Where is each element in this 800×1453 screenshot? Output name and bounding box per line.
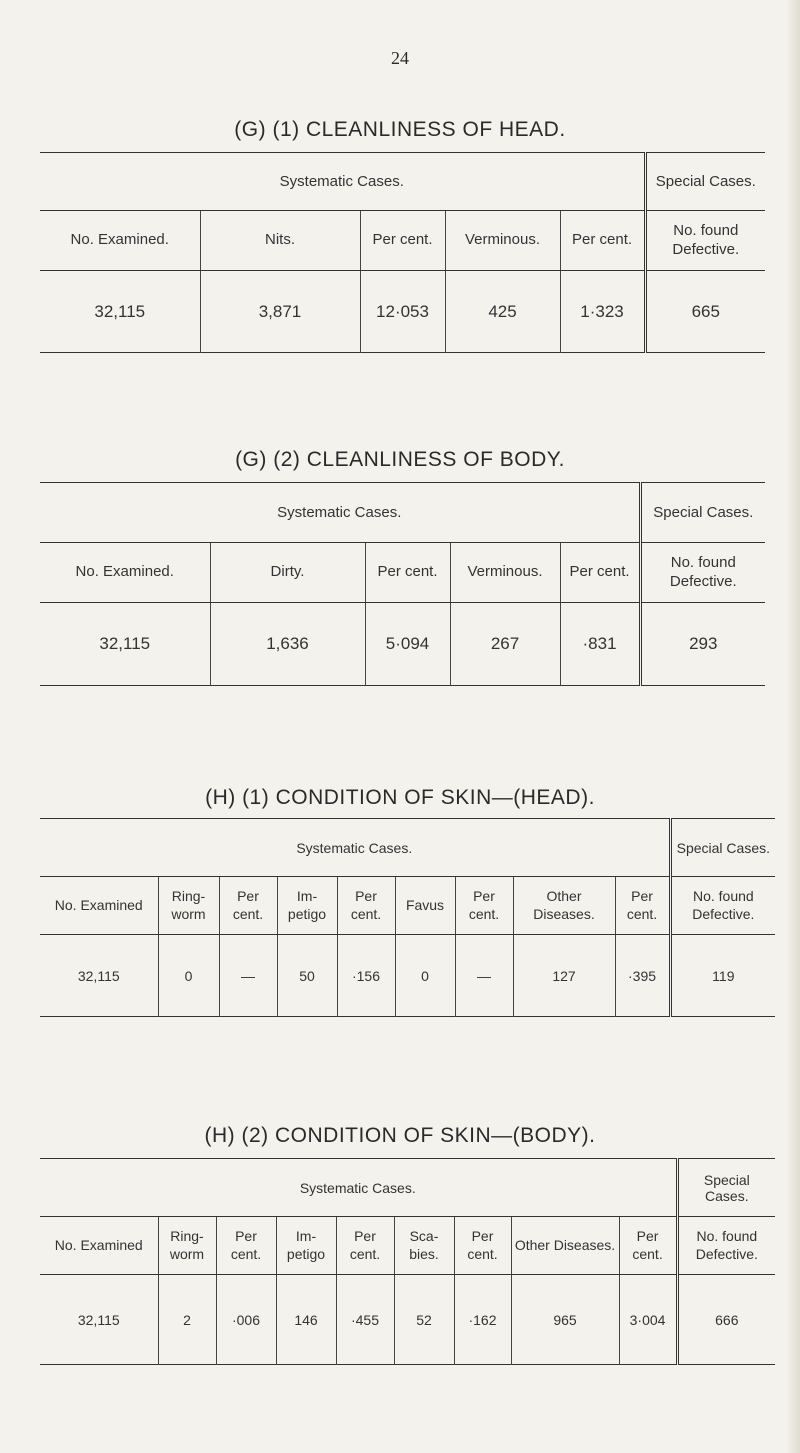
cell-value: 52 xyxy=(394,1275,454,1365)
page-edge-shadow xyxy=(786,0,800,1453)
col-no-found-defective: No. found Defective. xyxy=(677,1217,775,1275)
table-title-head-cleanliness: (G) (1) CLEANLINESS OF HEAD. xyxy=(234,118,566,141)
cell-value: ·395 xyxy=(615,935,670,1017)
cell-value: 0 xyxy=(395,935,455,1017)
col-favus: Favus xyxy=(395,877,455,935)
table-row xyxy=(40,1275,775,1365)
cell-value: 32,115 xyxy=(94,301,146,321)
col-per-cent: Per cent. xyxy=(455,877,513,935)
cell-value: 146 xyxy=(276,1275,336,1365)
col-other-diseases: Other Diseases. xyxy=(513,877,615,935)
col-no-examined: No. Examined xyxy=(40,877,158,935)
cell-value: 127 xyxy=(513,935,615,1017)
cell-value: 119 xyxy=(670,935,775,1017)
table-row xyxy=(40,271,765,353)
cell-value: — xyxy=(455,935,513,1017)
col-per-cent: Per cent. xyxy=(337,877,395,935)
cell-value: ·455 xyxy=(336,1275,394,1365)
table-title-skin-head: (H) (1) CONDITION OF SKIN—(HEAD). xyxy=(205,786,595,809)
col-per-cent: Per cent. xyxy=(560,543,640,603)
systematic-cases-header: Systematic Cases. xyxy=(40,483,640,543)
col-no-found-defective: No. found Defective. xyxy=(640,543,765,603)
col-per-cent: Per cent. xyxy=(360,211,445,271)
cell-value: 32,115 xyxy=(77,1311,120,1328)
col-per-cent: Per cent. xyxy=(336,1217,394,1275)
cell-value: 3,871 xyxy=(200,271,360,353)
col-per-cent: Per cent. xyxy=(615,877,670,935)
col-impetigo: Im- petigo xyxy=(276,1217,336,1275)
special-cases-header: Special Cases. xyxy=(677,1159,775,1217)
table-row xyxy=(40,935,775,1017)
cell-value: 0 xyxy=(158,935,219,1017)
col-impetigo: Im- petigo xyxy=(277,877,337,935)
col-nits: Nits. xyxy=(200,211,360,271)
col-verminous: Verminous. xyxy=(445,211,560,271)
cell-value: 293 xyxy=(640,603,765,686)
cell-value: 267 xyxy=(450,603,560,686)
cell-value: — xyxy=(219,935,277,1017)
col-other-diseases: Other Diseases. xyxy=(511,1217,619,1275)
col-no-examined: No. Examined xyxy=(40,1217,158,1275)
cell-value: 12·053 xyxy=(360,271,445,353)
col-scabies: Sca- bies. xyxy=(394,1217,454,1275)
cell-value: 965 xyxy=(511,1275,619,1365)
cell-value: 2 xyxy=(158,1275,216,1365)
col-ringworm: Ring- worm xyxy=(158,877,219,935)
cell-value: 5·094 xyxy=(365,603,450,686)
col-per-cent: Per cent. xyxy=(365,543,450,603)
cell-value: 32,115 xyxy=(77,967,120,984)
cell-value: 665 xyxy=(645,271,765,353)
cell-value: 425 xyxy=(445,271,560,353)
col-ringworm: Ring- worm xyxy=(158,1217,216,1275)
table-body-cleanliness xyxy=(40,482,765,686)
col-per-cent: Per cent. xyxy=(454,1217,511,1275)
special-cases-header: Special Cases. xyxy=(640,483,765,543)
systematic-cases-header: Systematic Cases. xyxy=(40,819,670,877)
table-skin-head xyxy=(40,818,775,1017)
page-number: 24 xyxy=(391,48,409,68)
table-head-cleanliness xyxy=(40,152,765,353)
table-row xyxy=(40,603,765,686)
cell-value: ·831 xyxy=(560,603,640,686)
systematic-cases-header: Systematic Cases. xyxy=(40,153,645,211)
systematic-cases-header: Systematic Cases. xyxy=(40,1159,677,1217)
col-no-examined: No. Examined. xyxy=(40,543,210,603)
cell-value: 50 xyxy=(277,935,337,1017)
col-no-found-defective: No. found Defective. xyxy=(645,211,765,271)
col-no-found-defective: No. found Defective. xyxy=(670,877,775,935)
cell-value: 32,115 xyxy=(99,634,151,653)
special-cases-header: Special Cases. xyxy=(645,153,765,211)
col-verminous: Verminous. xyxy=(450,543,560,603)
col-per-cent: Per cent. xyxy=(216,1217,276,1275)
cell-value: ·006 xyxy=(216,1275,276,1365)
table-title-body-cleanliness: (G) (2) CLEANLINESS OF BODY. xyxy=(235,448,565,471)
table-skin-body xyxy=(40,1158,775,1365)
col-dirty: Dirty. xyxy=(210,543,365,603)
cell-value: 3·004 xyxy=(619,1275,677,1365)
cell-value: 1,636 xyxy=(210,603,365,686)
col-per-cent: Per cent. xyxy=(560,211,645,271)
cell-value: ·156 xyxy=(337,935,395,1017)
cell-value: 1·323 xyxy=(560,271,645,353)
cell-value: 666 xyxy=(677,1275,775,1365)
cell-value: ·162 xyxy=(454,1275,511,1365)
col-no-examined: No. Examined. xyxy=(40,211,200,271)
col-per-cent: Per cent. xyxy=(619,1217,677,1275)
special-cases-header: Special Cases. xyxy=(670,819,775,877)
col-per-cent: Per cent. xyxy=(219,877,277,935)
table-title-skin-body: (H) (2) CONDITION OF SKIN—(BODY). xyxy=(204,1124,596,1147)
